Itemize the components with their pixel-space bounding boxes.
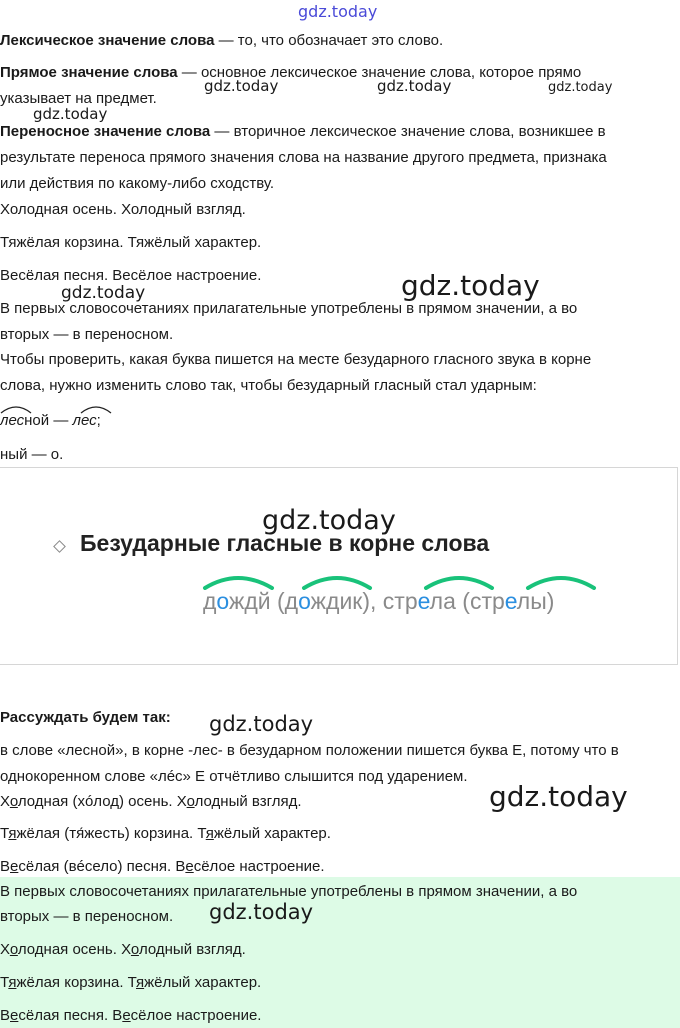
watermark: gdz.today (209, 900, 314, 924)
card-title: Безударные гласные в корне слова (80, 530, 490, 556)
watermark: gdz.today (209, 712, 314, 736)
example-line: Холодная (хóлод) осень. Холодный взгляд. (0, 793, 302, 810)
example-line: Холодная осень. Холодный взгляд. (0, 201, 246, 218)
reasoning-heading: Рассуждать будем так: (0, 709, 171, 726)
diamond-icon (53, 540, 66, 553)
definition-figurative: Переносное значение слова — вторичное лексическое значение слова, возникшее в (0, 123, 606, 140)
conclusion-line: вторых — в переносном. (0, 326, 174, 343)
watermark: gdz.today (377, 77, 452, 95)
rule-line: слова, нужно изменить слово так, чтобы безударный гласный стал ударным: (0, 377, 537, 394)
rule-line: Чтобы проверить, какая буква пишется на месте безударного гласного звука в корне (0, 351, 592, 368)
root-arc-icon (0, 401, 120, 415)
example-line: Весёлая песня. Весёлое настроение. (0, 267, 262, 284)
conclusion-line: В первых словосочетаниях прилагательные употреблены в прямом значении, а во (0, 300, 578, 317)
watermark: gdz.today (298, 2, 378, 21)
watermark: gdz.today (33, 105, 108, 123)
reasoning-line: в слове «лесной», в корне -лес- в безударном положении пишется буква Е, потому что в (0, 742, 619, 759)
root-mark: лес (0, 412, 25, 429)
example-line: Тяжёлая корзина. Тяжёлый характер. (0, 974, 262, 991)
watermark: gdz.today (61, 283, 146, 303)
root-arc-icon (200, 568, 640, 590)
definition-direct: Прямое значение слова — основное лексическое значение слова, которое прямо (0, 64, 582, 81)
card-example-words: дождй (дождик), стрела (стрелы) (203, 588, 555, 614)
example-word: лесной — лес; (0, 412, 101, 429)
definition-lexical: Лексическое значение слова — то, что обозначает это слово. (0, 32, 444, 49)
watermark: gdz.today (401, 269, 540, 302)
example-line: Весёлая (вéсело) песня. Весёлое настроение. (0, 858, 325, 875)
example-line: Тяжёлая (тя́жесть) корзина. Тяжёлый характер. (0, 825, 331, 842)
rule-card (0, 467, 678, 665)
definition-figurative-cont: результате переноса прямого значения слова на название другого предмета, признака (0, 149, 607, 166)
definition-direct-cont: указывает на предмет. (0, 90, 157, 107)
example-line: Тяжёлая корзина. Тяжёлый характер. (0, 234, 262, 251)
conclusion-line: вторых — в переносном. (0, 908, 174, 925)
watermark: gdz.today (548, 80, 613, 95)
watermark: gdz.today (204, 77, 279, 95)
fragment-line: ный — о. (0, 446, 64, 463)
example-line: Холодная осень. Холодный взгляд. (0, 941, 246, 958)
root-mark: лес (72, 412, 97, 429)
watermark: gdz.today (489, 780, 628, 813)
conclusion-line: В первых словосочетаниях прилагательные употреблены в прямом значении, а во (0, 883, 578, 900)
example-line: Весёлая песня. Весёлое настроение. (0, 1007, 262, 1024)
definition-figurative-cont2: или действия по какому-либо сходству. (0, 175, 275, 192)
watermark: gdz.today (262, 505, 396, 536)
reasoning-line: однокоренном слове «лéс» Е отчётливо слышится под ударением. (0, 768, 468, 785)
